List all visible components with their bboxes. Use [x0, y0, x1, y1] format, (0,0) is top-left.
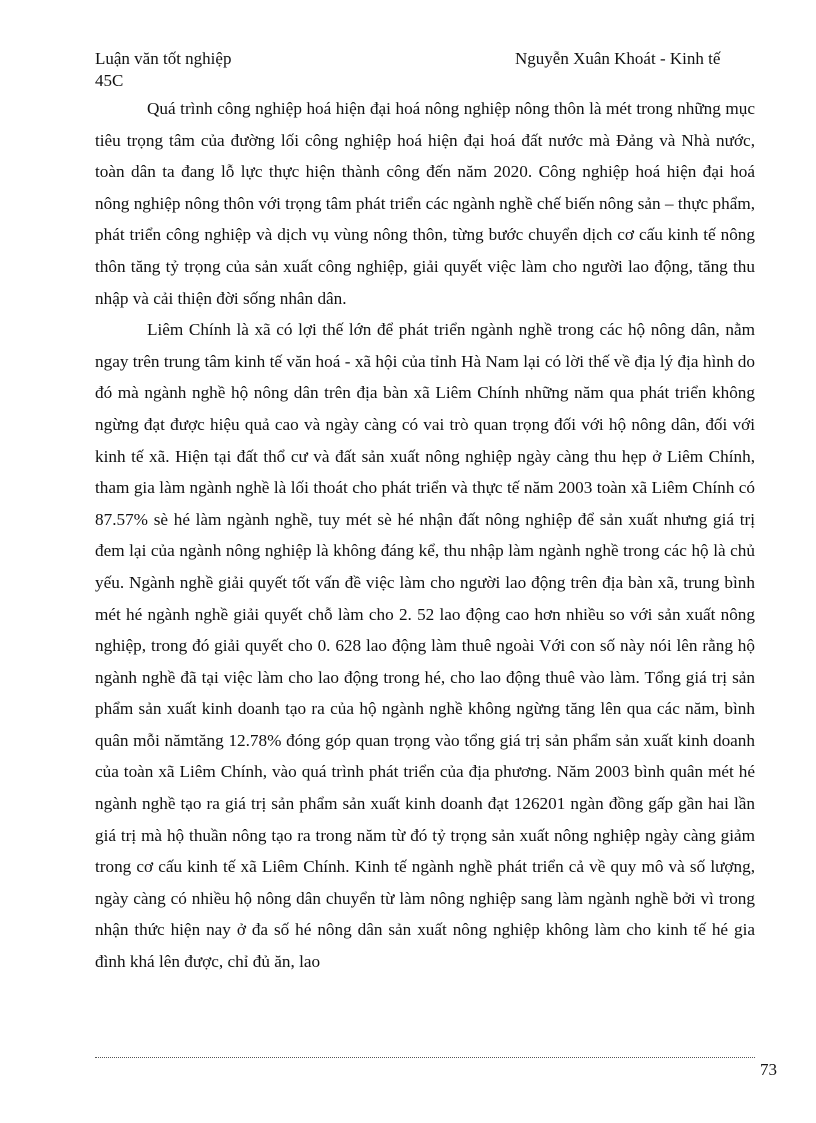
header-class-code: 45C — [95, 71, 124, 90]
document-body — [95, 93, 755, 978]
paragraph: Liêm Chính là xã có lợi thế lớn để phát triển ngành nghề trong các hộ nông dân, nằm ngay trên trung tâm kinh tế văn hoá - xã hội của tỉnh Hà Nam lại có lời thế về địa lý địa hình do đó mà ngành nghề hộ nông dân trên địa bàn xã Liêm Chính những năm qua phát triển không ngừng đạt được hiệu quả cao và ngày càng có vai trò quan trọng đối với hộ nông dân, đối với kinh tế xã. Hiện tại đất thổ cư và đất sản xuất nông nghiệp ngày càng thu hẹp ở Liêm Chính, tham gia làm ngành nghề là lối thoát cho phát triển và thực tế năm 2003 toàn xã Liêm Chính có 87.57% sè hé làm ngành nghề, tuy mét sè hé nhận đất nông nghiệp để sản xuất nhưng giá trị đem lại của ngành nông nghiệp là không đáng kể, thu nhập làm ngành nghề trong các hộ là chủ yếu. Ngành nghề giải quyết tốt vấn đề việc làm cho người lao động trên địa bàn xã, trung bình mét hé ngành nghề giải quyết chỗ làm cho 2. 52 lao động cao hơn nhiều so với sản xuất nông nghiệp, trong đó giải quyết cho 0. 628 lao động làm thuê ngoài Với con số này nói lên rằng hộ ngành nghề đã tại việc làm cho lao động trong hé, cho lao động thuê vào làm. Tổng giá trị sản phẩm sản xuất kinh doanh tạo ra của hộ ngành nghề không ngừng tăng lên qua các năm, bình quân mỗi nămtăng 12.78% đóng góp quan trọng vào tổng giá trị sản phẩm sản xuất kinh doanh của toàn xã Liêm Chính, vào quá trình phát triển của địa phương. Năm 2003 bình quân mét hé ngành nghề tạo ra giá trị sản phẩm sản xuất kinh doanh đạt 126201 ngàn đồng gấp gần hai lần giá trị mà hộ thuần nông tạo ra trong năm từ đó tỷ trọng sản xuất nông nghiệp ngày càng giảm trong cơ cấu kinh tế xã Liêm Chính. Kinh tế ngành nghề phát triển cả về quy mô và số lượng, ngày càng có nhiều hộ nông dân chuyển từ làm nông nghiệp sang làm ngành nghề bởi vì trong nhận thức hiện nay ở đa số hé nông dân sản xuất nông nghiệp không làm cho kinh tế hé gia đình khá lên được, chỉ đủ ăn, lao — [95, 320, 755, 972]
header-thesis-title: Luận văn tốt nghiệp — [95, 49, 232, 68]
header-author: Nguyễn Xuân Khoát - Kinh tế — [515, 49, 721, 68]
page-number: 73 — [760, 1060, 777, 1079]
page-header — [95, 48, 755, 92]
header-row — [95, 48, 755, 70]
paragraph: Quá trình công nghiệp hoá hiện đại hoá nông nghiệp nông thôn là mét trong những mục tiêu trọng tâm của đường lối công nghiệp hoá hiện đại hoá đất nước mà Đảng và Nhà nước, toàn dân ta đang lỗ lực thực hiện thành công đến năm 2020. Công nghiệp hoá hiện đại hoá nông nghiệp nông thôn với trọng tâm phát triển các ngành nghề chế biến nông sản – thực phẩm, phát triển công nghiệp và dịch vụ vùng nông thôn, từng bước chuyển dịch cơ cấu kinh tế nông thôn tăng tỷ trọng của sản xuất công nghiệp, giải quyết việc làm cho người lao động, tăng thu nhập và cải thiện đời sống nhân dân. — [95, 99, 755, 308]
footer-divider — [95, 1057, 755, 1058]
